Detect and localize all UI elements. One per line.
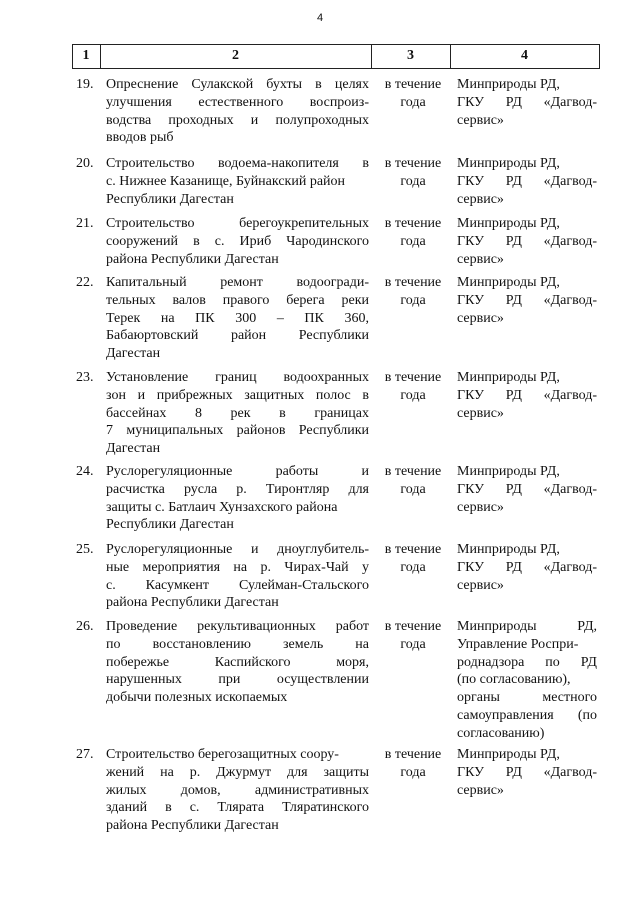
period-line: года bbox=[400, 173, 426, 189]
period-line: года bbox=[400, 481, 426, 497]
row-period bbox=[378, 274, 448, 310]
period-line: года bbox=[400, 764, 426, 780]
responsible-line: сервис» bbox=[457, 191, 504, 207]
responsible-line: сервис» bbox=[457, 310, 504, 326]
row-number: 25. bbox=[76, 542, 94, 557]
description-line: 7 муниципальных районов Республики bbox=[106, 423, 369, 439]
header-col-1: 1 bbox=[82, 48, 90, 63]
column-divider bbox=[599, 45, 600, 68]
responsible-line: ГКУ РД «Дагвод- bbox=[457, 94, 597, 110]
description-line: Терек на ПК 300 – ПК 360, bbox=[106, 310, 369, 326]
responsible-line: Минприроды РД, bbox=[457, 464, 560, 479]
description-line: побережье Каспийского моря, bbox=[106, 654, 369, 670]
row-number: 23. bbox=[76, 370, 94, 385]
description-line: жилых домов, административных bbox=[106, 782, 369, 798]
row-period bbox=[378, 369, 448, 405]
description-line: расчистка русла р. Тиронтляр для bbox=[106, 481, 369, 497]
description-line: Строительство берегозащитных соору- bbox=[106, 747, 339, 762]
row-period bbox=[378, 618, 448, 654]
row-number: 20. bbox=[76, 156, 94, 171]
description-line: нарушенных при осуществлении bbox=[106, 672, 369, 688]
description-line: бассейнах 8 рек в границах bbox=[106, 405, 369, 421]
description-line: тельных валов правого берега реки bbox=[106, 292, 369, 308]
row-responsible bbox=[457, 215, 597, 268]
period-line: в течение bbox=[384, 216, 442, 231]
description-line: Капитальный ремонт водоогради- bbox=[106, 275, 369, 290]
responsible-line: сервис» bbox=[457, 405, 504, 421]
row-responsible bbox=[457, 76, 597, 129]
description-line: ные мероприятия на р. Чирах-Чай у bbox=[106, 559, 369, 575]
description-line: зданий в с. Тлярата Тляратинского bbox=[106, 800, 369, 816]
row-description bbox=[106, 76, 369, 147]
description-line: Строительство водоема-накопителя в bbox=[106, 156, 369, 171]
period-line: в течение bbox=[384, 747, 442, 762]
responsible-line: Минприроды РД, bbox=[457, 747, 560, 762]
description-line: Установление границ водоохранных bbox=[106, 370, 369, 385]
description-line: Дагестан bbox=[106, 441, 161, 457]
responsible-line: ГКУ РД «Дагвод- bbox=[457, 764, 597, 780]
description-line: района Республики Дагестан bbox=[106, 595, 279, 611]
row-description bbox=[106, 541, 369, 612]
responsible-line: Минприроды РД, bbox=[457, 370, 560, 385]
row-period bbox=[378, 746, 448, 782]
period-line: года bbox=[400, 387, 426, 403]
description-line: по восстановлению земель на bbox=[106, 636, 369, 652]
period-line: года bbox=[400, 636, 426, 652]
page-number: 4 bbox=[316, 12, 324, 24]
row-description bbox=[106, 463, 369, 534]
period-line: в течение bbox=[384, 275, 442, 290]
responsible-line: Управление Роспри- bbox=[457, 636, 579, 652]
description-line: с. Касумкент Сулейман-Стальского bbox=[106, 577, 369, 593]
responsible-line: Минприроды РД, bbox=[457, 156, 560, 171]
description-line: жений на р. Джурмут для защиты bbox=[106, 764, 369, 780]
period-line: в течение bbox=[384, 464, 442, 479]
description-line: района Республики Дагестан bbox=[106, 251, 279, 267]
row-description bbox=[106, 746, 369, 835]
row-responsible bbox=[457, 618, 597, 743]
row-responsible bbox=[457, 541, 597, 594]
responsible-line: ГКУ РД «Дагвод- bbox=[457, 233, 597, 249]
period-line: в течение bbox=[384, 77, 442, 92]
responsible-line: сервис» bbox=[457, 251, 504, 267]
row-number: 27. bbox=[76, 747, 94, 762]
row-period bbox=[378, 463, 448, 499]
description-line: зон и прибрежных защитных полос в bbox=[106, 387, 369, 403]
row-number: 22. bbox=[76, 275, 94, 290]
table-header bbox=[72, 44, 600, 69]
responsible-line: роднадзора по РД bbox=[457, 654, 597, 670]
row-number: 19. bbox=[76, 77, 94, 92]
period-line: в течение bbox=[384, 156, 442, 171]
description-line: с. Нижнее Казанище, Буйнакский район bbox=[106, 173, 346, 189]
description-line: Строительство берегоукрепительных bbox=[106, 216, 369, 231]
row-description bbox=[106, 618, 369, 707]
row-responsible bbox=[457, 746, 597, 799]
row-number: 21. bbox=[76, 216, 94, 231]
description-line: вводов рыб bbox=[106, 130, 174, 146]
responsible-line: Минприроды РД, bbox=[457, 216, 560, 231]
period-line: в течение bbox=[384, 370, 442, 385]
row-period bbox=[378, 155, 448, 191]
period-line: года bbox=[400, 292, 426, 308]
header-col-3: 3 bbox=[407, 48, 414, 63]
description-line: Бабаюртовский район Республики bbox=[106, 328, 369, 344]
period-line: года bbox=[400, 94, 426, 110]
row-period bbox=[378, 76, 448, 112]
responsible-line: органы местного bbox=[457, 690, 597, 706]
responsible-line: сервис» bbox=[457, 782, 504, 798]
responsible-line: согласованию) bbox=[457, 725, 545, 741]
description-line: Проведение рекультивационных работ bbox=[106, 619, 369, 634]
header-col-4: 4 bbox=[521, 48, 528, 63]
row-description bbox=[106, 215, 369, 268]
responsible-line: (по согласованию), bbox=[457, 672, 571, 688]
description-line: Дагестан bbox=[106, 346, 161, 362]
row-description bbox=[106, 155, 369, 208]
period-line: года bbox=[400, 559, 426, 575]
responsible-line: Минприроды РД, bbox=[457, 77, 560, 92]
responsible-line: ГКУ РД «Дагвод- bbox=[457, 387, 597, 403]
row-number: 24. bbox=[76, 464, 94, 479]
description-line: улучшения естественного воспроиз- bbox=[106, 94, 369, 110]
header-col-2: 2 bbox=[232, 48, 239, 63]
row-number: 26. bbox=[76, 619, 94, 634]
description-line: Республики Дагестан bbox=[106, 191, 234, 207]
row-description bbox=[106, 369, 369, 458]
responsible-line: сервис» bbox=[457, 499, 504, 515]
description-line: сооружений в с. Ириб Чародинского bbox=[106, 233, 369, 249]
row-responsible bbox=[457, 155, 597, 208]
period-line: в течение bbox=[384, 542, 442, 557]
description-line: Руслорегуляционные и дноуглубитель- bbox=[106, 542, 369, 557]
description-line: добычи полезных ископаемых bbox=[106, 690, 288, 706]
description-line: района Республики Дагестан bbox=[106, 818, 279, 834]
period-line: года bbox=[400, 233, 426, 249]
responsible-line: сервис» bbox=[457, 577, 504, 593]
responsible-line: Минприроды РД, bbox=[457, 275, 560, 290]
row-responsible bbox=[457, 463, 597, 516]
row-responsible bbox=[457, 369, 597, 422]
responsible-line: ГКУ РД «Дагвод- bbox=[457, 481, 597, 497]
responsible-line: ГКУ РД «Дагвод- bbox=[457, 173, 597, 189]
description-line: Опреснение Сулакской бухты в целях bbox=[106, 77, 369, 92]
row-period bbox=[378, 541, 448, 577]
row-description bbox=[106, 274, 369, 363]
responsible-line: Минприроды РД, bbox=[457, 619, 597, 634]
responsible-line: ГКУ РД «Дагвод- bbox=[457, 559, 597, 575]
responsible-line: самоуправления (по bbox=[457, 707, 597, 723]
description-line: Руслорегуляционные работы и bbox=[106, 464, 369, 479]
row-responsible bbox=[457, 274, 597, 327]
description-line: Республики Дагестан bbox=[106, 517, 234, 533]
description-line: защиты с. Батлаич Хунзахского района bbox=[106, 499, 338, 515]
period-line: в течение bbox=[384, 619, 442, 634]
description-line: водства проходных и полупроходных bbox=[106, 112, 369, 128]
responsible-line: Минприроды РД, bbox=[457, 542, 560, 557]
row-period bbox=[378, 215, 448, 251]
responsible-line: сервис» bbox=[457, 112, 504, 128]
responsible-line: ГКУ РД «Дагвод- bbox=[457, 292, 597, 308]
